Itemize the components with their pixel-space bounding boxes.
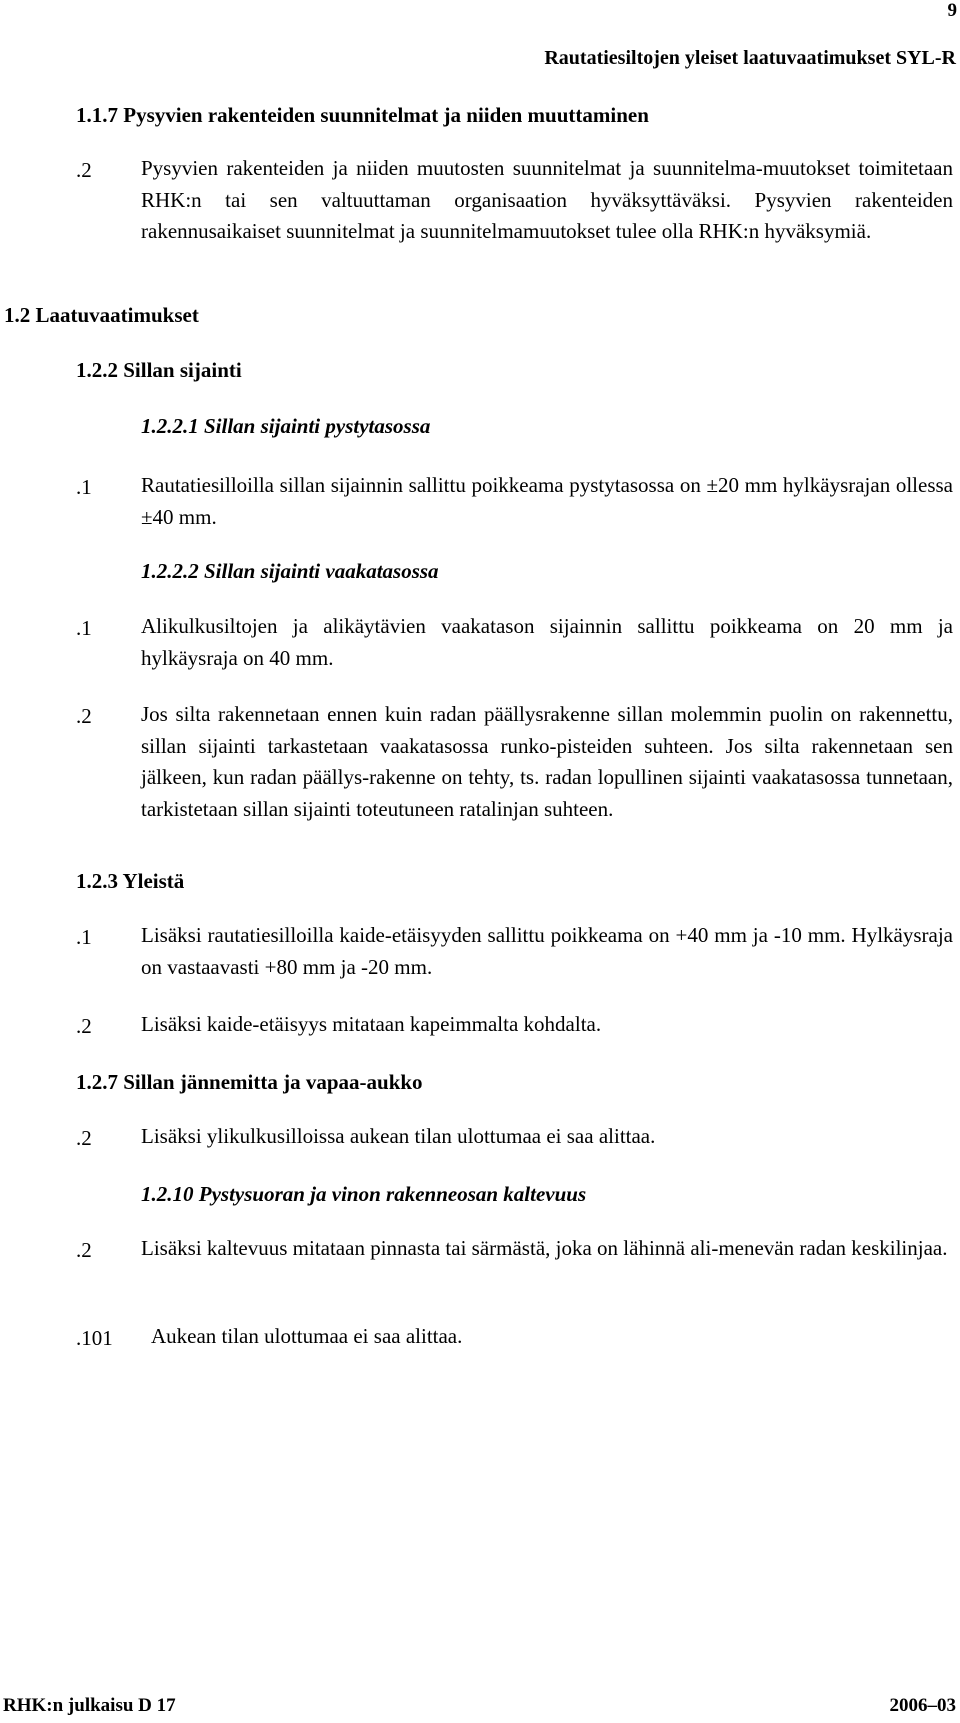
- paragraph-number: .1: [76, 475, 92, 499]
- section-heading-1-2-7: 1.2.7 Sillan jännemitta ja vapaa-aukko: [76, 1070, 423, 1094]
- paragraph-text: Aukean tilan ulottumaa ei saa alittaa.: [151, 1324, 463, 1348]
- subsection-heading-1-2-2-1: 1.2.2.1 Sillan sijainti pystytasossa: [141, 414, 431, 438]
- footer-publication: RHK:n julkaisu D 17: [3, 1695, 176, 1716]
- section-heading-1-2: 1.2 Laatuvaatimukset: [4, 303, 199, 327]
- paragraph-number: .101: [76, 1326, 113, 1350]
- paragraph-text: Lisäksi ylikulkusilloissa aukean tilan ulottumaa ei saa alittaa.: [141, 1124, 656, 1148]
- paragraph-number: .2: [76, 704, 92, 728]
- paragraph-number: .2: [76, 1126, 92, 1150]
- subsection-heading-1-2-10: 1.2.10 Pystysuoran ja vinon rakenneosan kaltevuus: [141, 1182, 587, 1206]
- paragraph-text: Lisäksi rautatiesilloilla kaide-etäisyyden sallittu poikkeama on +40 mm ja -10 mm. Hylkäysraja on vastaavasti +80 mm ja -20 mm.: [141, 923, 953, 979]
- paragraph-number: .2: [76, 1014, 92, 1038]
- paragraph-number: .1: [76, 616, 92, 640]
- paragraph-text: Lisäksi kaide-etäisyys mitataan kapeimmalta kohdalta.: [141, 1012, 602, 1036]
- paragraph-text: Pysyvien rakenteiden ja niiden muutosten suunnitelmat ja suunnitelma-muutokset toimitetaan RHK:n tai sen valtuuttaman organisaation hyväksyttäväksi. Pysyvien rakenteiden rakennusaikaiset suunnitelmat ja suunnitelmamuutokset tulee olla RHK:n hyväksymiä.: [141, 156, 953, 243]
- subsection-heading-1-2-2-2: 1.2.2.2 Sillan sijainti vaakatasossa: [141, 559, 439, 583]
- section-heading-1-2-3: 1.2.3 Yleistä: [76, 869, 185, 893]
- page-number: 9: [947, 0, 957, 21]
- paragraph-text: Jos silta rakennetaan ennen kuin radan päällysrakenne sillan molemmin puolin on rakennettu, sillan sijainti tarkastetaan vaakatasossa runko-pisteiden suhteen. Jos silta rakennetaan sen jälkeen, kun radan päällys-rakenne on tehty, ts. radan lopullinen sijainti vaakatasossa tunnetaan, tarkistetaan sillan sijainti toteutuneen ratalinjan suhteen.: [141, 702, 953, 821]
- paragraph-number: .2: [76, 1238, 92, 1262]
- section-heading-1-1-7: 1.1.7 Pysyvien rakenteiden suunnitelmat ja niiden muuttaminen: [76, 103, 649, 127]
- paragraph-number: .1: [76, 925, 92, 949]
- section-heading-1-2-2: 1.2.2 Sillan sijainti: [76, 358, 242, 382]
- running-header: Rautatiesiltojen yleiset laatuvaatimukset SYL-R: [544, 47, 956, 69]
- paragraph-text: Rautatiesilloilla sillan sijainnin sallittu poikkeama pystytasossa on ±20 mm hylkäysrajan ollessa ±40 mm.: [141, 473, 953, 529]
- footer-date: 2006–03: [889, 1695, 956, 1716]
- paragraph-text: Lisäksi kaltevuus mitataan pinnasta tai särmästä, joka on lähinnä ali-menevän radan keskilinjaa.: [141, 1236, 948, 1260]
- paragraph-number: .2: [76, 158, 92, 182]
- paragraph-text: Alikulkusiltojen ja alikäytävien vaakatason sijainnin sallittu poikkeama on 20 mm ja hylkäysraja on 40 mm.: [141, 614, 953, 670]
